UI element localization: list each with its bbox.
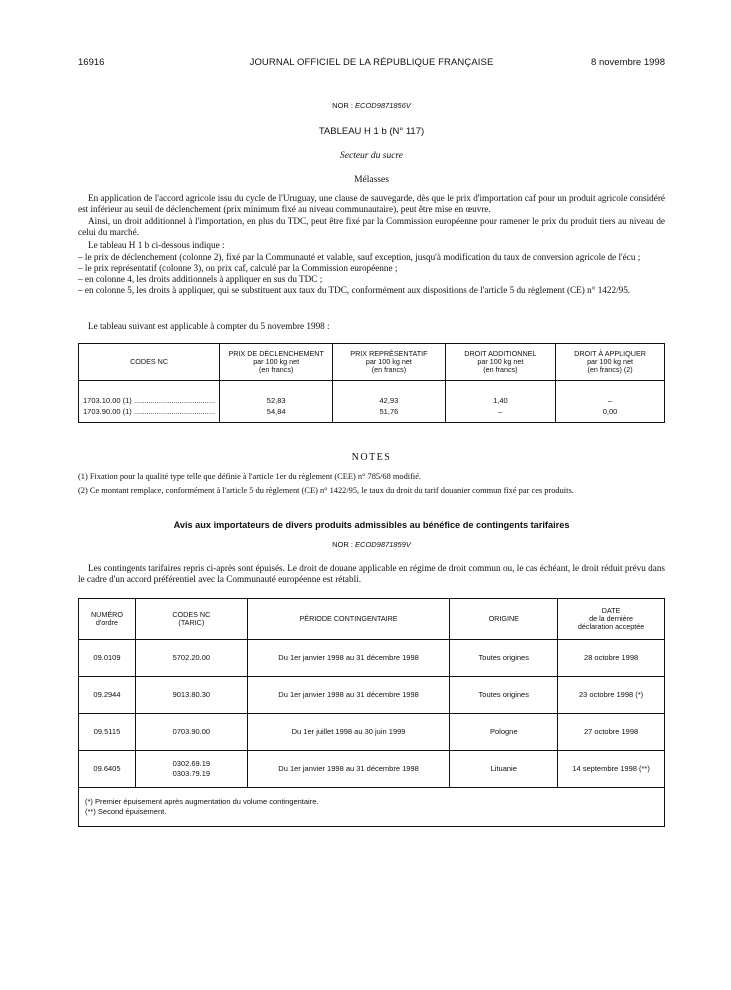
order-number-cell: 09.5115 bbox=[79, 714, 136, 751]
origin-cell: Toutes origines bbox=[450, 677, 558, 714]
list-item: – le prix représentatif (colonne 3), ou prix caf, calculé par la Commission européenne ; bbox=[78, 262, 398, 273]
applied-duty-cell: – bbox=[556, 395, 665, 406]
last-declaration-date-cell: 23 octobre 1998 (*) bbox=[558, 677, 665, 714]
last-declaration-date-cell: 14 septembre 1998 (**) bbox=[558, 751, 665, 788]
representative-price-cell: 42,93 bbox=[333, 395, 445, 406]
table-row bbox=[79, 406, 665, 423]
trigger-price-cell: 52,83 bbox=[220, 395, 333, 406]
product-heading: Mélasses bbox=[354, 175, 389, 185]
list-item: – en colonne 4, les droits additionnels à appliquer en sus du TDC ; bbox=[78, 273, 323, 284]
nor-label: NOR : bbox=[332, 540, 353, 549]
taric-code-cell: 5702.20.00 bbox=[135, 640, 247, 677]
quota-period-cell: Du 1er janvier 1998 au 31 décembre 1998 bbox=[247, 677, 450, 714]
list-item: – en colonne 5, les droits à appliquer, qui se substituent aux taux du TDC, conformément aux dispositions de l'article 5 du règlement (CE) n° 1422/95. bbox=[78, 284, 631, 295]
note-item: (2) Ce montant remplace, conformément à l'article 5 du règlement (CE) n° 1422/95, le taux du droit du tarif douanier commun fixé par ces produits. bbox=[78, 486, 574, 495]
notice-title: Avis aux importateurs de divers produits admissibles au bénéfice de contingents tarifaires bbox=[173, 520, 570, 530]
column-description-list bbox=[78, 252, 665, 296]
page-number: 16916 bbox=[78, 57, 105, 68]
table-header-row bbox=[79, 344, 665, 381]
table-footnotes bbox=[79, 788, 665, 827]
table-title: TABLEAU H 1 b (N° 117) bbox=[318, 126, 425, 137]
origin-cell: Toutes origines bbox=[450, 640, 558, 677]
taric-code-cell: 9013.80.30 bbox=[135, 677, 247, 714]
nor-reference bbox=[78, 540, 665, 549]
table-header-row bbox=[79, 599, 665, 640]
quota-period-cell: Du 1er janvier 1998 au 31 décembre 1998 bbox=[247, 640, 450, 677]
footnote-item: (**) Second épuisement. bbox=[85, 807, 167, 816]
footnote-item: (*) Premier épuisement après augmentation du volume contingentaire. bbox=[85, 796, 319, 806]
nc-code-cell: 1703.90.00 (1) ....................................... bbox=[79, 406, 220, 423]
applicability-paragraph: Le tableau suivant est applicable à compter du 5 novembre 1998 : bbox=[88, 321, 330, 331]
order-number-cell: 09.2944 bbox=[79, 677, 136, 714]
origin-cell: Pologne bbox=[450, 714, 558, 751]
taric-code-cell: 0703.90.00 bbox=[135, 714, 247, 751]
applied-duty-cell: 0,00 bbox=[556, 406, 665, 423]
table-footnote-row bbox=[79, 788, 665, 827]
nor-code: ECOD9871856V bbox=[355, 101, 411, 110]
column-header: DROIT ADDITIONNEL par 100 kg net (en francs) bbox=[445, 344, 555, 381]
column-header: PRIX DE DÉCLENCHEMENT par 100 kg net (en francs) bbox=[220, 344, 333, 381]
additional-duty-cell: – bbox=[445, 406, 555, 423]
order-number-cell: 09.6405 bbox=[79, 751, 136, 788]
column-header: PÉRIODE CONTINGENTAIRE bbox=[247, 599, 450, 640]
table-row bbox=[79, 714, 665, 751]
table-row bbox=[79, 677, 665, 714]
taric-code-cell: 0302.69.19 0303.79.19 bbox=[135, 751, 247, 788]
order-number-cell: 09.0109 bbox=[79, 640, 136, 677]
quota-period-cell: Du 1er juillet 1998 au 30 juin 1999 bbox=[247, 714, 450, 751]
column-header: DROIT À APPLIQUER par 100 kg net (en francs) (2) bbox=[556, 344, 665, 381]
column-header: ORIGINE bbox=[450, 599, 558, 640]
note-item: (1) Fixation pour la qualité type telle que définie à l'article 1er du règlement (CEE) n° 785/68 modifié. bbox=[78, 472, 422, 481]
table-intro-paragraph: Le tableau H 1 b ci-dessous indique : bbox=[88, 240, 225, 250]
last-declaration-date-cell: 28 octobre 1998 bbox=[558, 640, 665, 677]
quota-period-cell: Du 1er janvier 1998 au 31 décembre 1998 bbox=[247, 751, 450, 788]
additional-duty-paragraph: Ainsi, un droit additionnel à l'importation, en plus du TDC, peut être fixé par la Commission européenne pour ramener le prix du produit tiers au niveau de celui du marché. bbox=[78, 216, 665, 237]
sector-subtitle: Secteur du sucre bbox=[340, 151, 403, 161]
intro-paragraph: En application de l'accord agricole issu du cycle de l'Uruguay, une clause de sauvegarde, dès que le prix d'importation caf pour un produit agricole considéré est inférieur au seuil de déclenchement (prix minimum fixé au niveau communautaire), peut être mise en œuvre. bbox=[78, 193, 665, 214]
tariff-quota-table bbox=[78, 598, 665, 827]
column-header: DATE de la dernière déclaration acceptée bbox=[558, 599, 665, 640]
column-header: NUMÉRO d'ordre bbox=[79, 599, 136, 640]
publication-date: 8 novembre 1998 bbox=[591, 57, 665, 68]
quota-paragraph: Les contingents tarifaires repris ci-après sont épuisés. Le droit de douane applicable en régime de droit commun ou, le cas échéant, le droit réduit prévu dans le cadre d'un accord préférentiel avec la Communauté européenne est rétabli. bbox=[78, 563, 665, 584]
notes-heading: NOTES bbox=[351, 452, 392, 463]
representative-price-cell: 51,76 bbox=[333, 406, 445, 423]
origin-cell: Lituanie bbox=[450, 751, 558, 788]
table-row bbox=[79, 640, 665, 677]
table-row bbox=[79, 395, 665, 406]
nor-label: NOR : bbox=[332, 101, 353, 110]
nc-code-cell: 1703.10.00 (1) ....................................... bbox=[79, 395, 220, 406]
column-header: CODES NC bbox=[79, 344, 220, 381]
notes-list bbox=[78, 470, 678, 498]
column-header: CODES NC (TARIC) bbox=[135, 599, 247, 640]
molasses-price-table bbox=[78, 343, 665, 423]
column-header: PRIX REPRÉSENTATIF par 100 kg net (en francs) bbox=[333, 344, 445, 381]
last-declaration-date-cell: 27 octobre 1998 bbox=[558, 714, 665, 751]
list-item: – le prix de déclenchement (colonne 2), fixé par la Communauté et valable, sauf exception, jusqu'à modification du taux de conversion agricole de l'écu ; bbox=[78, 252, 641, 262]
nor-code: ECOD9871859V bbox=[355, 540, 411, 549]
additional-duty-cell: 1,40 bbox=[445, 395, 555, 406]
page-header bbox=[78, 57, 665, 71]
table-row bbox=[79, 751, 665, 788]
trigger-price-cell: 54,84 bbox=[220, 406, 333, 423]
journal-title: JOURNAL OFFICIEL DE LA RÉPUBLIQUE FRANÇAISE bbox=[249, 57, 494, 68]
nor-reference bbox=[78, 101, 665, 110]
